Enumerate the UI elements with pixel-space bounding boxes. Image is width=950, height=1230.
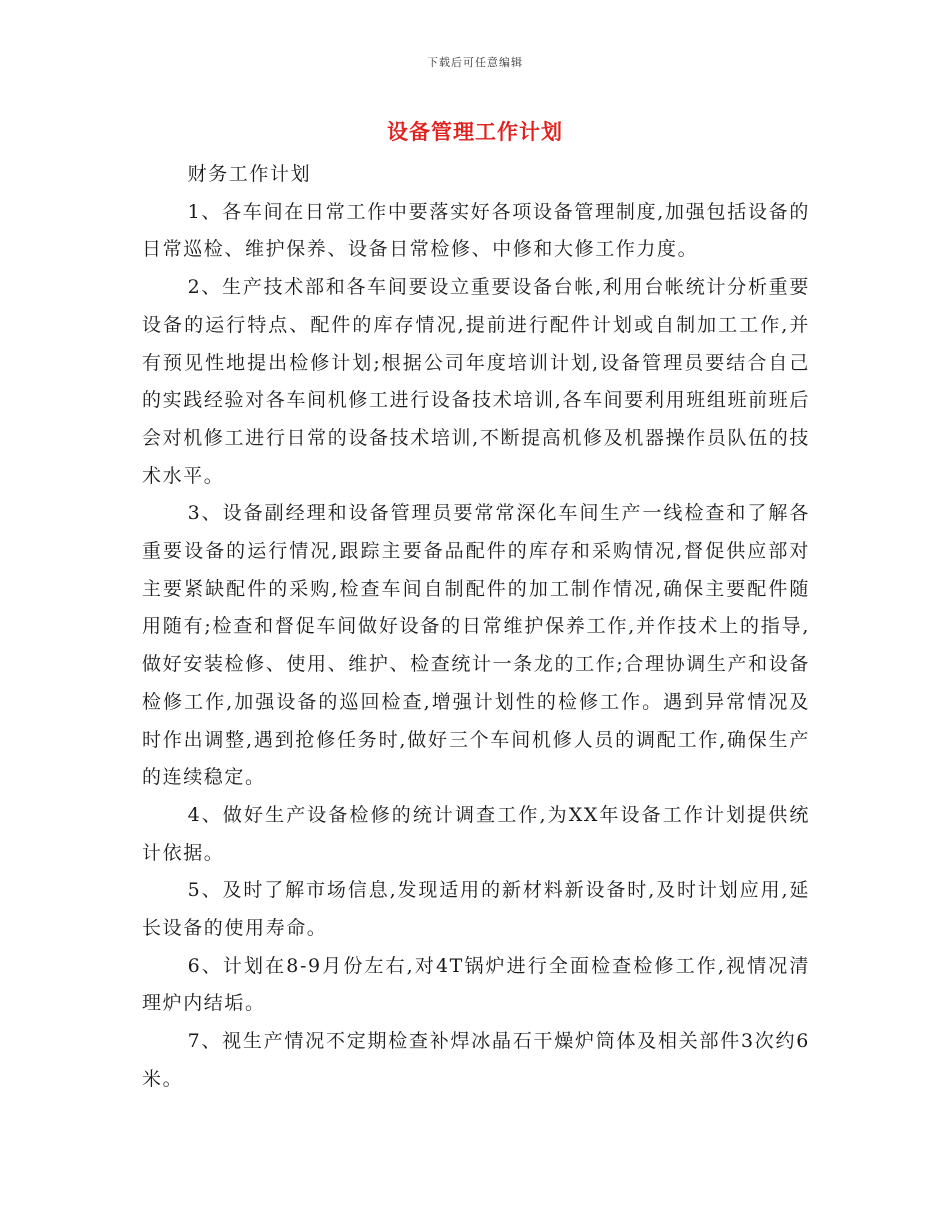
paragraph-item-1: 1、各车间在日常工作中要落实好各项设备管理制度,加强包括设备的日常巡检、维护保养、设备日常检修、中修和大修工作力度。: [142, 200, 810, 261]
paragraph-item-5: 5、及时了解市场信息,发现适用的新材料新设备时,及时计划应用,延长设备的使用寿命。: [142, 879, 810, 940]
paragraph-item-4: 4、做好生产设备检修的统计调查工作,为XX年设备工作计划提供统计依据。: [142, 803, 810, 864]
header-note: 下载后可任意编辑: [427, 56, 523, 69]
section-heading: 财务工作计划: [187, 163, 312, 185]
document-body: [142, 156, 810, 1099]
paragraph-item-3: 3、设备副经理和设备管理员要常常深化车间生产一线检查和了解各重要设备的运行情况,跟踪主要备品配件的库存和采购情况,督促供应部对主要紧缺配件的采购,检查车间自制配件的加工制作情况,确保主要配件随用随有;检查和督促车间做好设备的日常维护保养工作,并作技术上的指导,做好安装检修、使用、维护、检查统计一条龙的工作;合理协调生产和设备检修工作,加强设备的巡回检查,增强计划性的检修工作。遇到异常情况及时作出调整,遇到抢修任务时,做好三个车间机修人员的调配工作,确保生产的连续稳定。: [142, 502, 810, 789]
paragraph-item-7: 7、视生产情况不定期检查补焊冰晶石干燥炉筒体及相关部件3次约6米。: [142, 1030, 810, 1090]
document-title: 设备管理工作计划: [387, 120, 563, 144]
paragraph-item-6: 6、计划在8-9月份左右,对4T锅炉进行全面检查检修工作,视情况清理炉内结垢。: [142, 954, 810, 1015]
paragraph-item-2: 2、生产技术部和各车间要设立重要设备台帐,利用台帐统计分析重要设备的运行特点、配件的库存情况,提前进行配件计划或自制加工工作,并有预见性地提出检修计划;根据公司年度培训计划,设备管理员要结合自己的实践经验对各车间机修工进行设备技术培训,各车间要利用班组班前班后会对机修工进行日常的设备技术培训,不断提高机修及机器操作员队伍的技术水平。: [142, 276, 810, 487]
